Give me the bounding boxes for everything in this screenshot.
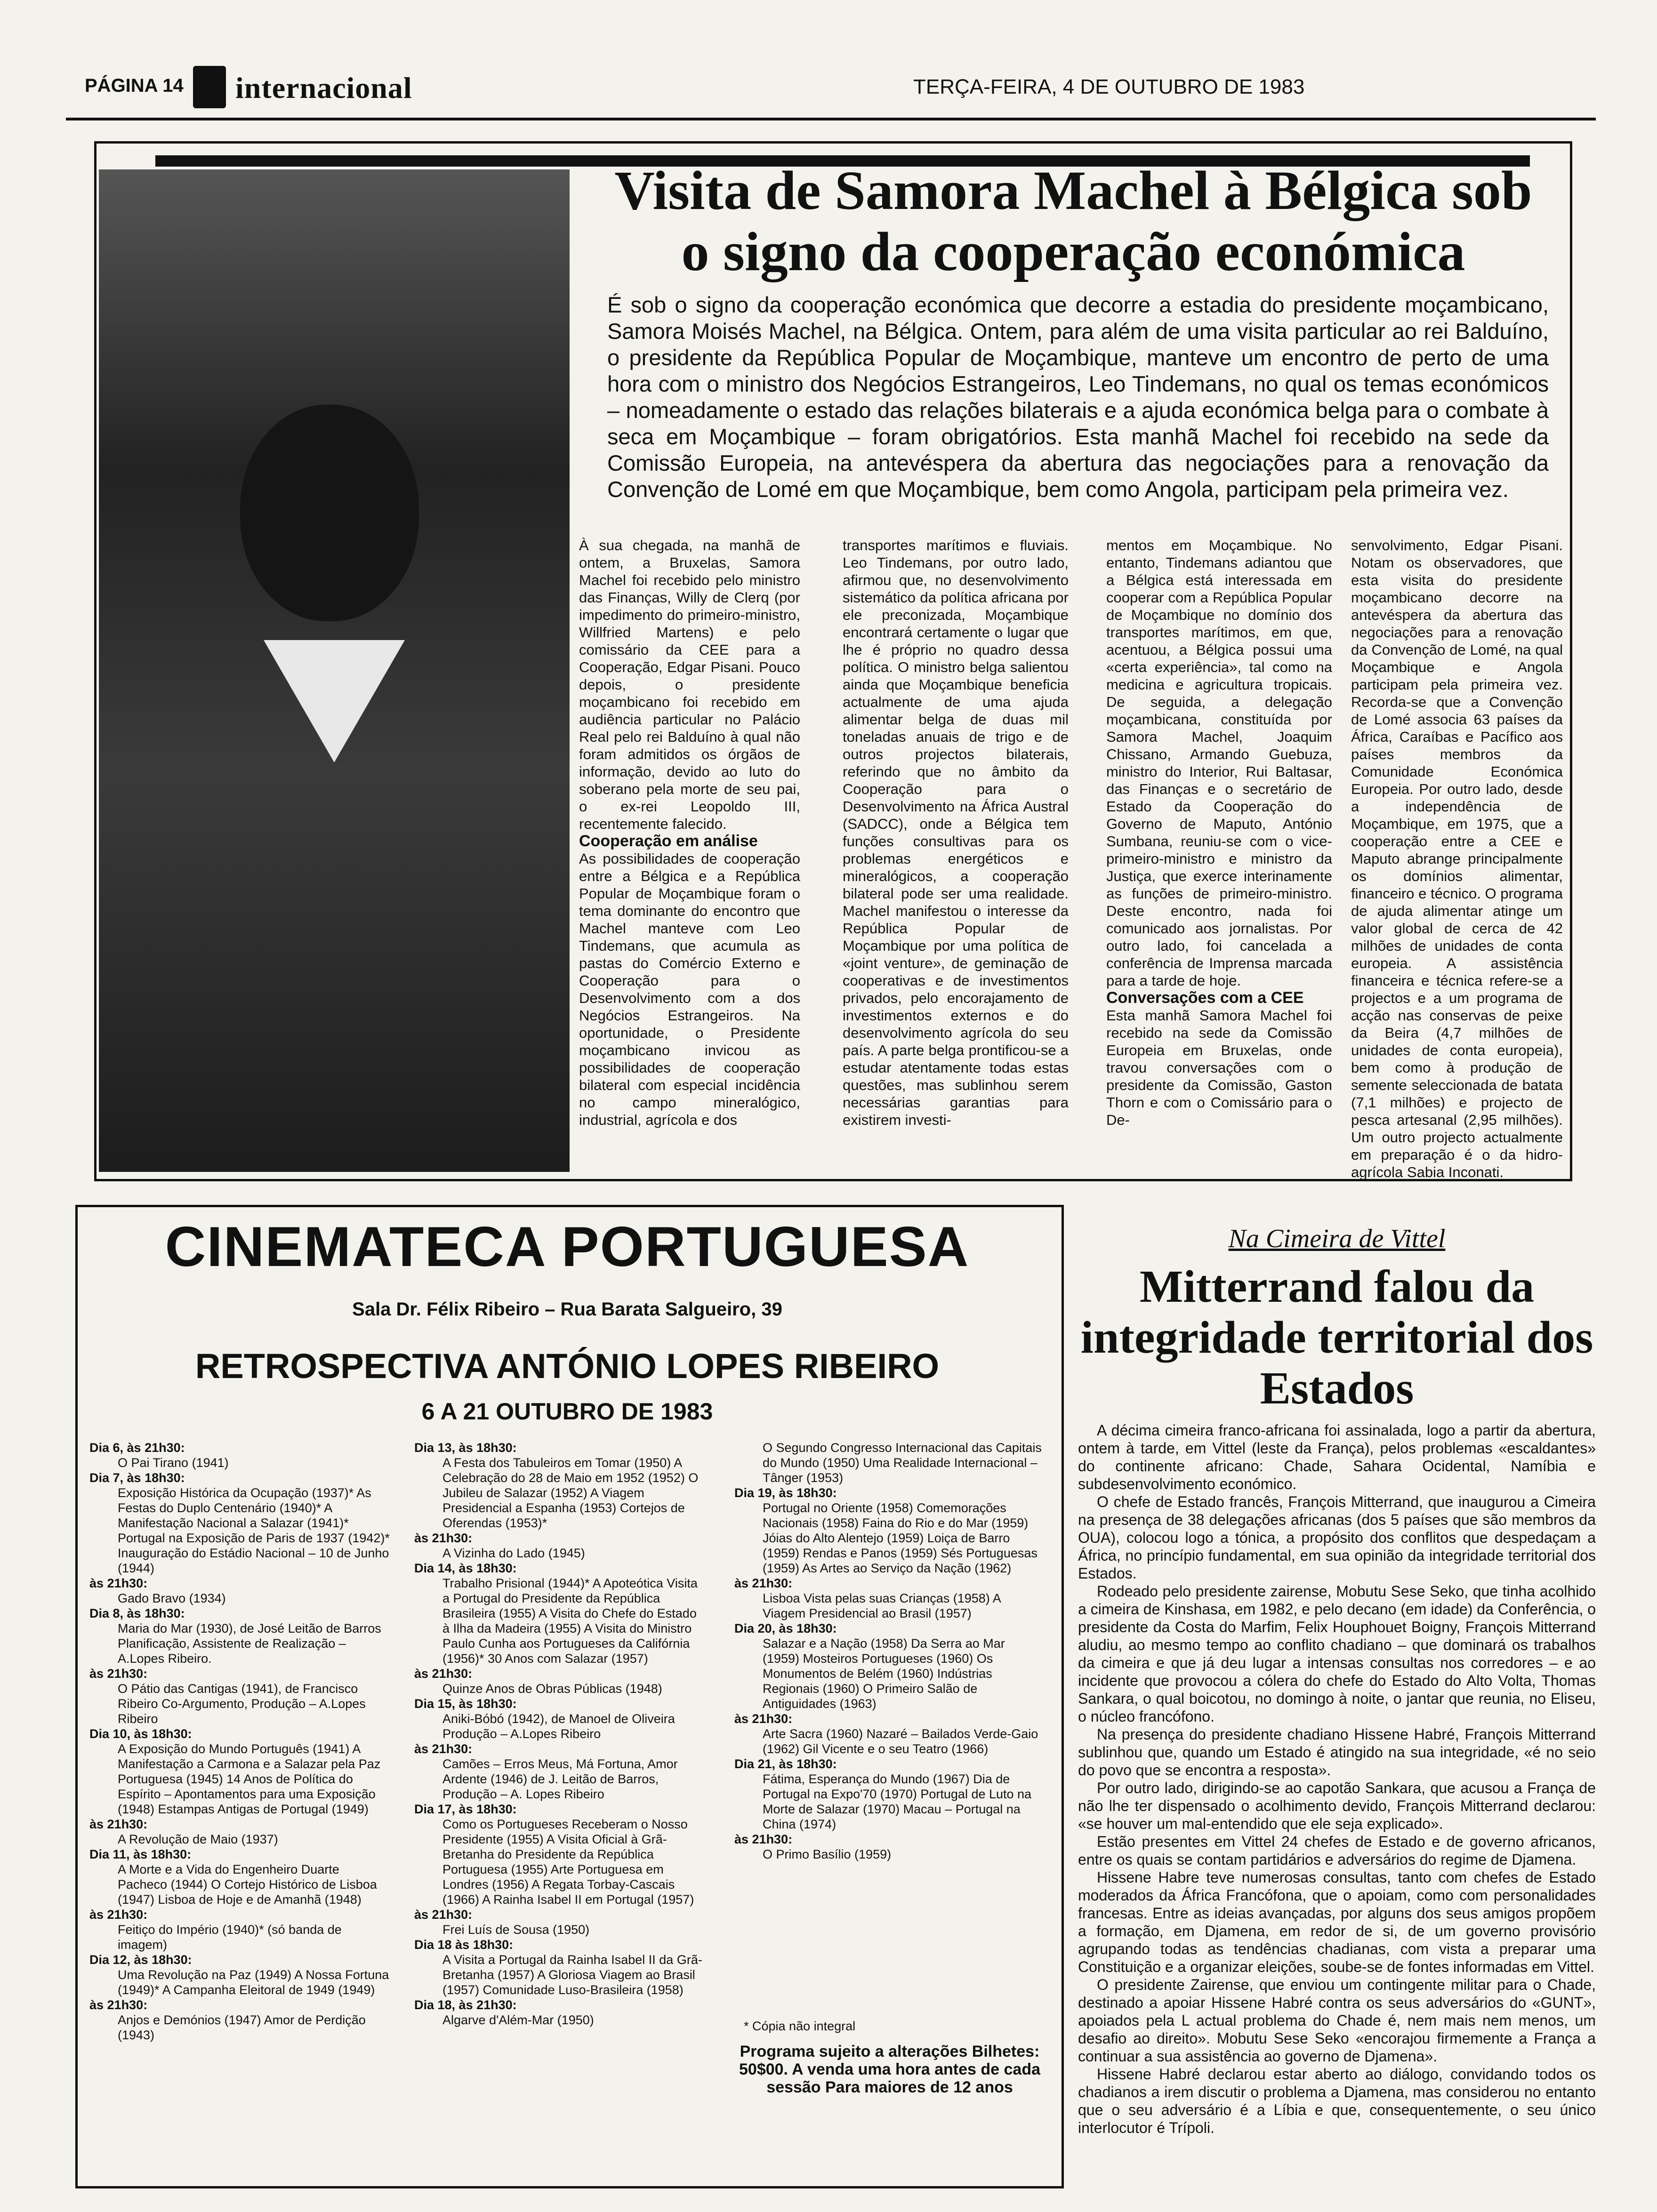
program-info: Programa sujeito a alterações Bilhetes: 50$00. A venda uma hora antes de cada sessão Para maiores de 12 anos	[739, 2043, 1040, 2096]
paragraph: Por outro lado, dirigindo-se ao capotão Sankara, que acusou a França de não lhe ter dispensado o acolhimento devido, François Mitterrand declarou: «se houver um mal-entendido que ele seja explicado».	[1078, 1779, 1596, 1832]
schedule-line: O Pátio das Cantigas (1941), de Francisco Ribeiro Co-Argumento, Produção – A.Lopes Ribeiro	[118, 1682, 366, 1726]
schedule-line: às 21h30:	[89, 1576, 148, 1590]
schedule-line: Quinze Anos de Obras Públicas (1948)	[442, 1682, 662, 1696]
schedule-line: Dia 11, às 18h30:	[89, 1847, 192, 1861]
schedule-line: Fátima, Esperança do Mundo (1967) Dia de Portugal na Expo'70 (1970) Portugal de Luto na Morte de Salazar (1970) Macau – Portugal na China (1974)	[763, 1772, 1032, 1831]
schedule-note: * Cópia não integral	[744, 2019, 856, 2033]
paragraph: O chefe de Estado francês, François Mitterrand, que inaugurou a Cimeira na presença de 38 delegações africanas (dos 5 países que são membros da OUA), colocou logo a tónica, a propósito dos conflitos que despedaçam a África, no princípio fundamental, em sua opinião da integridade territorial dos Estados.	[1078, 1493, 1596, 1582]
paragraph: Rodeado pelo presidente zairense, Mobutu Sese Seko, que tinha acolhido a cimeira de Kinshasa, em 1982, e pelo decano (em idade) da Conferência, o presidente da Costa do Marfim, Felix Houphouet Boigny, François Mitterrand aludiu, ao mesmo tempo ao conflito chadiano – que dominará os trabalhos da cimeira e que já deu lugar a intensas consultas nos corredores – e ao incidente que provocou a cólera do chefe do Estado do Alto Volta, Thomas Sankara, o qual boicotou, no domingo à noite, o jantar que reunia, no Eliseu, o núcleo francófono.	[1078, 1583, 1596, 1725]
header-rule	[66, 118, 1596, 120]
schedule-line: Dia 7, às 18h30:	[89, 1471, 185, 1485]
article-machel-column-4	[1351, 537, 1563, 1181]
schedule-line: às 21h30:	[414, 1531, 473, 1545]
schedule-line: Camões – Erros Meus, Má Fortuna, Amor Ardente (1946) de J. Leitão de Barros, Produção – A. Lopes Ribeiro	[442, 1757, 678, 1801]
schedule-line: Dia 10, às 18h30:	[89, 1727, 192, 1741]
issue-date: TERÇA-FEIRA, 4 DE OUTUBRO DE 1983	[913, 75, 1305, 98]
cinemateca-subtitle: RETROSPECTIVA ANTÓNIO LOPES RIBEIRO	[195, 1346, 940, 1386]
schedule-line: Dia 21, às 18h30:	[734, 1757, 837, 1771]
schedule-line: às 21h30:	[89, 1667, 148, 1681]
article-machel-column-2	[843, 537, 1069, 1129]
schedule-line: Dia 8, às 18h30:	[89, 1606, 185, 1620]
page-number: PÁGINA 14	[85, 75, 184, 96]
article-vittel-kicker: Na Cimeira de Vittel	[1228, 1224, 1446, 1253]
schedule-line: A Revolução de Maio (1937)	[118, 1832, 278, 1846]
newspaper-logo-icon	[193, 66, 226, 108]
schedule-line: Portugal no Oriente (1958) Comemorações Nacionais (1958) Faina do Rio e do Mar (1959) Jóias do Alto Alentejo (1959) Loiça de Barro (1959) Rendas e Panos (1959) Sés Portuguesas (1959) As Artes ao Serviço da Nação (1962)	[763, 1501, 1038, 1575]
paragraph: Hissene Habre teve numerosas consultas, tanto com chefes de Estado moderados da África Francófona, que o apoiam, como com personalidades francesas. Entre as ideias avançadas, por alguns dos seus amigos propõem a formação, em Djamena, em redor de si, de um governo provisório agrupando todas as tendências chadianas, com vista a preparar uma Constituição e a organizar eleições, soube-se de fontes informadas em Vittel.	[1078, 1869, 1596, 1975]
schedule-line: Dia 14, às 18h30:	[414, 1561, 517, 1575]
subheading-cooperacao: Cooperação em análise	[579, 832, 758, 850]
schedule-line: Frei Luís de Sousa (1950)	[442, 1923, 590, 1937]
schedule-line: Dia 17, às 18h30:	[414, 1802, 517, 1816]
article-vittel-headline: Mitterrand falou da integridade territorial dos Estados	[1080, 1261, 1593, 1414]
schedule-line: A Morte e a Vida do Engenheiro Duarte Pacheco (1944) O Cortejo Histórico de Lisboa (1947) Lisboa de Hoje e de Amanhã (1948)	[118, 1862, 377, 1907]
schedule-line: Salazar e a Nação (1958) Da Serra ao Mar (1959) Mosteiros Portugueses (1960) Os Monumentos de Belém (1960) Indústrias Regionais (1960) O Primeiro Salão de Antiguidades (1963)	[763, 1636, 1005, 1711]
article-machel-headline: Visita de Samora Machel à Bélgica sob o signo da cooperação económica	[614, 160, 1532, 282]
photo-face-shape	[240, 405, 419, 621]
schedule-line: Feitiço do Império (1940)* (só banda de imagem)	[118, 1923, 342, 1952]
schedule-line: Exposição Histórica da Ocupação (1937)* As Festas do Duplo Centenário (1940)* A Manifestação Nacional a Salazar (1941)* Portugal na Exposição de Paris de 1937 (1942)* Inauguração do Estádio Nacional – 10 de Junho (1944)	[118, 1486, 390, 1575]
paragraph: O presidente Zairense, que enviou um contingente militar para o Chade, destinado a apoiar Hissene Habré contra os seus adversários do «GUNT», apoiados pela L actual problema do Chade é, nem mais nem menos, um desafio ao direito». Mobutu Sese Seko «encorajou firmemente a França a continuar a sua assistência ao governo de Djamena».	[1078, 1976, 1596, 2065]
page-header	[0, 0, 1657, 122]
cinemateca-title: CINEMATECA PORTUGUESA	[165, 1215, 970, 1278]
schedule-line: às 21h30:	[734, 1576, 793, 1590]
section-title: internacional	[235, 71, 412, 104]
schedule-line: Maria do Mar (1930), de José Leitão de Barros Planificação, Assistente de Realização – A.Lopes Ribeiro.	[118, 1621, 381, 1666]
schedule-line: às 21h30:	[89, 1907, 148, 1922]
article-machel-column-3	[1106, 537, 1332, 1129]
column-text: À sua chegada, na manhã de ontem, a Bruxelas, Samora Machel foi recebido pelo ministro das Finanças, Willy de Clerq (por impedimento do primeiro-ministro, Willfried Martens) e pelo comissário da CEE para a Cooperação, Edgar Pisani. Pouco depois, o presidente moçambicano foi recebido em audiência particular no Palácio Real pelo rei Balduíno à qual não foram admitidos os órgãos de informação, devido ao luto do soberano pela morte de seu pai, o ex-rei Leopoldo III, recentemente falecido.	[579, 537, 800, 832]
schedule-line: A Exposição do Mundo Português (1941) A Manifestação a Carmona e a Salazar pela Paz Portuguesa (1945) 14 Anos de Política do Espírito – Apontamentos para uma Exposição (1948) Estampas Antigas de Portugal (1949)	[118, 1742, 381, 1816]
subheading-cee: Conversações com a CEE	[1106, 989, 1304, 1007]
schedule-line: Dia 19, às 18h30:	[734, 1486, 837, 1500]
schedule-line: às 21h30:	[414, 1667, 473, 1681]
schedule-line: Dia 20, às 18h30:	[734, 1621, 837, 1635]
schedule-line: Dia 18 às 18h30:	[414, 1938, 514, 1952]
schedule-line: às 21h30:	[734, 1832, 793, 1846]
schedule-line: Dia 6, às 21h30:	[89, 1441, 185, 1455]
column-text: senvolvimento, Edgar Pisani. Notam os observadores, que esta visita do presidente moçambicano decorre na antevéspera da abertura das negociações para a renovação da Convenção de Lomé, na qual Moçambique e Angola participam pela primeira vez. Recorda-se que a Convenção de Lomé associa 63 países da África, Caraíbas e Pacífico aos países membros da Comunidade Económica Europeia. Por outro lado, desde a independência de Moçambique, em 1975, que a cooperação entre a CEE e Maputo abrange principalmente os domínios alimentar, financeiro e técnico. O programa de ajuda alimentar atinge um valor global de cerca de 42 milhões de unidades de conta europeia. A assistência financeira e técnica refere-se a projectos e a um programa de acção nas conservas de peixe da Beira (4,7 milhões de unidades de conta europeia), bem como à produção de semente seleccionada de batata (7,1 milhões) e projecto de pesca artesanal (2,95 milhões). Um outro projecto actualmente em preparação é o da hidro-agrícola Sabia Inconati.	[1351, 537, 1563, 1180]
schedule-column-1	[89, 1440, 391, 2043]
schedule-line: A Vizinha do Lado (1945)	[442, 1546, 585, 1560]
paragraph: Na presença do presidente chadiano Hissene Habré, François Mitterrand sublinhou que, quando um Estado é atingido na sua integridade, «é no seio do povo que se encontra a resposta».	[1078, 1726, 1596, 1779]
schedule-line: Uma Revolução na Paz (1949) A Nossa Fortuna (1949)* A Campanha Eleitoral de 1949 (1949)	[118, 1968, 389, 1997]
schedule-column-2	[414, 1440, 706, 2028]
column-text: As possibilidades de cooperação entre a Bélgica e a República Popular de Moçambique foram o tema dominante do encontro que Machel manteve com Leo Tindemans, que acumula as pastas do Comércio Externo e Cooperação para o Desenvolvimento com a dos Negócios Estrangeiros. Na oportunidade, o Presidente moçambicano invicou as possibilidades de cooperação bilateral com especial incidência no campo mineralógico, industrial, agrícola e dos	[579, 850, 800, 1128]
schedule-line: Algarve d'Além-Mar (1950)	[442, 2013, 594, 2027]
schedule-line: às 21h30:	[89, 1998, 148, 2012]
paragraph: A décima cimeira franco-africana foi assinalada, logo a partir da abertura, ontem à tarde, em Vittel (leste da França), pelos problemas «escaldantes» do continente africano: Chade, Sahara Ocidental, Namíbia e subdesenvolvimento económico.	[1078, 1422, 1596, 1492]
schedule-line: Trabalho Prisional (1944)* A Apoteótica Visita a Portugal do Presidente da República Brasileira (1955) A Visita do Chefe do Estado à Ilha da Madeira (1955) A Visita do Ministro Paulo Cunha aos Portugueses da Califórnia (1956)* 30 Anos com Salazar (1957)	[442, 1576, 698, 1666]
schedule-line: Dia 15, às 18h30:	[414, 1697, 517, 1711]
article-machel-column-1	[579, 537, 800, 1129]
schedule-line: O Segundo Congresso Internacional das Capitais do Mundo (1950) Uma Realidade Internacional – Tânger (1953)	[763, 1441, 1042, 1485]
schedule-line: Gado Bravo (1934)	[118, 1591, 226, 1605]
schedule-line: Anjos e Demónios (1947) Amor de Perdição (1943)	[118, 2013, 366, 2042]
schedule-line: Aniki-Bóbó (1942), de Manoel de Oliveira Produção – A.Lopes Ribeiro	[442, 1712, 675, 1741]
column-text: Esta manhã Samora Machel foi recebido na sede da Comissão Europeia em Bruxelas, onde travou conversações com o presidente da Comissão, Gaston Thorn e com o Comissário para o De-	[1106, 1007, 1332, 1128]
paragraph: Hissene Habré declarou estar aberto ao diálogo, convidando todos os chadianos a irem discutir o problema a Djamena, mas considerou no entanto que o seu adversário é a Líbia e que, consequentemente, o seu único interlocutor é Trípoli.	[1078, 2066, 1596, 2136]
schedule-line: Arte Sacra (1960) Nazaré – Bailados Verde-Gaio (1962) Gil Vicente e o seu Teatro (1966)	[763, 1727, 1038, 1756]
schedule-line: Dia 12, às 18h30:	[89, 1953, 192, 1967]
article-machel-lead: É sob o signo da cooperação económica que decorre a estadia do presidente moçambicano, Samora Moisés Machel, na Bélgica. Ontem, para além de uma visita particular ao rei Balduíno, o presidente da República Popular de Moçambique, manteve um encontro de perto de uma hora com o ministro dos Negócios Estrangeiros, Leo Tindemans, no qual os temas económicos – nomeadamente o estado das relações bilaterais e a ajuda económica belga para o combate à seca em Moçambique – foram obrigatórios. Esta manhã Machel foi recebido na sede da Comissão Europeia, na antevéspera da abertura das negociações para a renovação da Convenção de Lomé em que Moçambique, bem como Angola, participam pela primeira vez.	[607, 292, 1549, 502]
schedule-line: às 21h30:	[414, 1742, 473, 1756]
schedule-line: O Pai Tirano (1941)	[118, 1456, 229, 1470]
cinemateca-venue: Sala Dr. Félix Ribeiro – Rua Barata Salgueiro, 39	[352, 1299, 782, 1320]
schedule-line: às 21h30:	[734, 1712, 793, 1726]
cinemateca-dates: 6 A 21 OUTUBRO DE 1983	[421, 1398, 713, 1425]
schedule-column-3	[734, 1440, 1045, 1862]
schedule-line: A Visita a Portugal da Rainha Isabel II da Grã-Bretanha (1957) A Gloriosa Viagem ao Brasil (1957) Comunidade Luso-Brasileira (1958)	[442, 1953, 702, 1997]
schedule-line: às 21h30:	[414, 1907, 473, 1922]
column-text: mentos em Moçambique. No entanto, Tindemans adiantou que a Bélgica está interessada em cooperar com a República Popular de Moçambique no domínio dos transportes marítimos, em que, acentuou, a Bélgica possui uma «certa experiência», tal como na medicina e agricultura tropicais. De seguida, a delegação moçambicana, constituída por Samora Machel, Joaquim Chissano, Armando Guebuza, ministro do Interior, Rui Baltasar, das Finanças e o secretário de Estado da Cooperação do Governo de Maputo, António Sumbana, reuniu-se com o vice-primeiro-ministro e ministro da Justiça, que exerce interinamente as funções de primeiro-ministro. Deste encontro, nada foi comunicado aos jornalistas. Por outro lado, foi cancelada a conferência de Imprensa marcada para a tarde de hoje.	[1106, 537, 1332, 989]
schedule-line: O Primo Basílio (1959)	[763, 1847, 892, 1861]
schedule-line: Dia 18, às 21h30:	[414, 1998, 517, 2012]
schedule-line: às 21h30:	[89, 1817, 148, 1831]
paragraph: Estão presentes em Vittel 24 chefes de Estado e de governo africanos, entre os quais se contam partidários e adversários do regime de Djamena.	[1078, 1833, 1596, 1868]
schedule-line: Lisboa Vista pelas suas Crianças (1958) A Viagem Presidencial ao Brasil (1957)	[763, 1591, 1001, 1620]
schedule-line: Dia 13, às 18h30:	[414, 1441, 517, 1455]
schedule-line: Como os Portugueses Receberam o Nosso Presidente (1955) A Visita Oficial à Grã-Bretanha do Presidente da República Portuguesa (1955) Arte Portuguesa em Londres (1956) A Regata Torbay-Cascais (1966) A Rainha Isabel II em Portugal (1957)	[442, 1817, 694, 1907]
schedule-line: A Festa dos Tabuleiros em Tomar (1950) A Celebração do 28 de Maio em 1952 (1952) O Jubileu de Salazar (1952) A Viagem Presidencial a Espanha (1953) Cortejos de Oferendas (1953)*	[442, 1456, 699, 1530]
column-text: transportes marítimos e fluviais. Leo Tindemans, por outro lado, afirmou que, no desenvolvimento sistemático da política africana por ele preconizada, Moçambique encontrará certamente o lugar que lhe é próprio no quadro dessa política. O ministro belga salientou ainda que Moçambique beneficia actualmente de uma ajuda alimentar belga de duas mil toneladas anuais de trigo e de outros projectos bilaterais, referindo que no âmbito da Cooperação para o Desenvolvimento na África Austral (SADCC), onde a Bélgica tem funções consultivas para os problemas energéticos e mineralógicos, a cooperação bilateral pode ser uma realidade. Machel manifestou o interesse da República Popular de Moçambique por uma política de «joint venture», de geminação de cooperativas e de investimentos privados, pelo encorajamento de investimentos externos e do desenvolvimento agrícola do seu país. A parte belga prontificou-se a estudar atentamente todas estas questões, mas sublinhou serem necessárias garantias para existirem investi-	[843, 537, 1069, 1128]
article-vittel-body	[1078, 1421, 1596, 2137]
